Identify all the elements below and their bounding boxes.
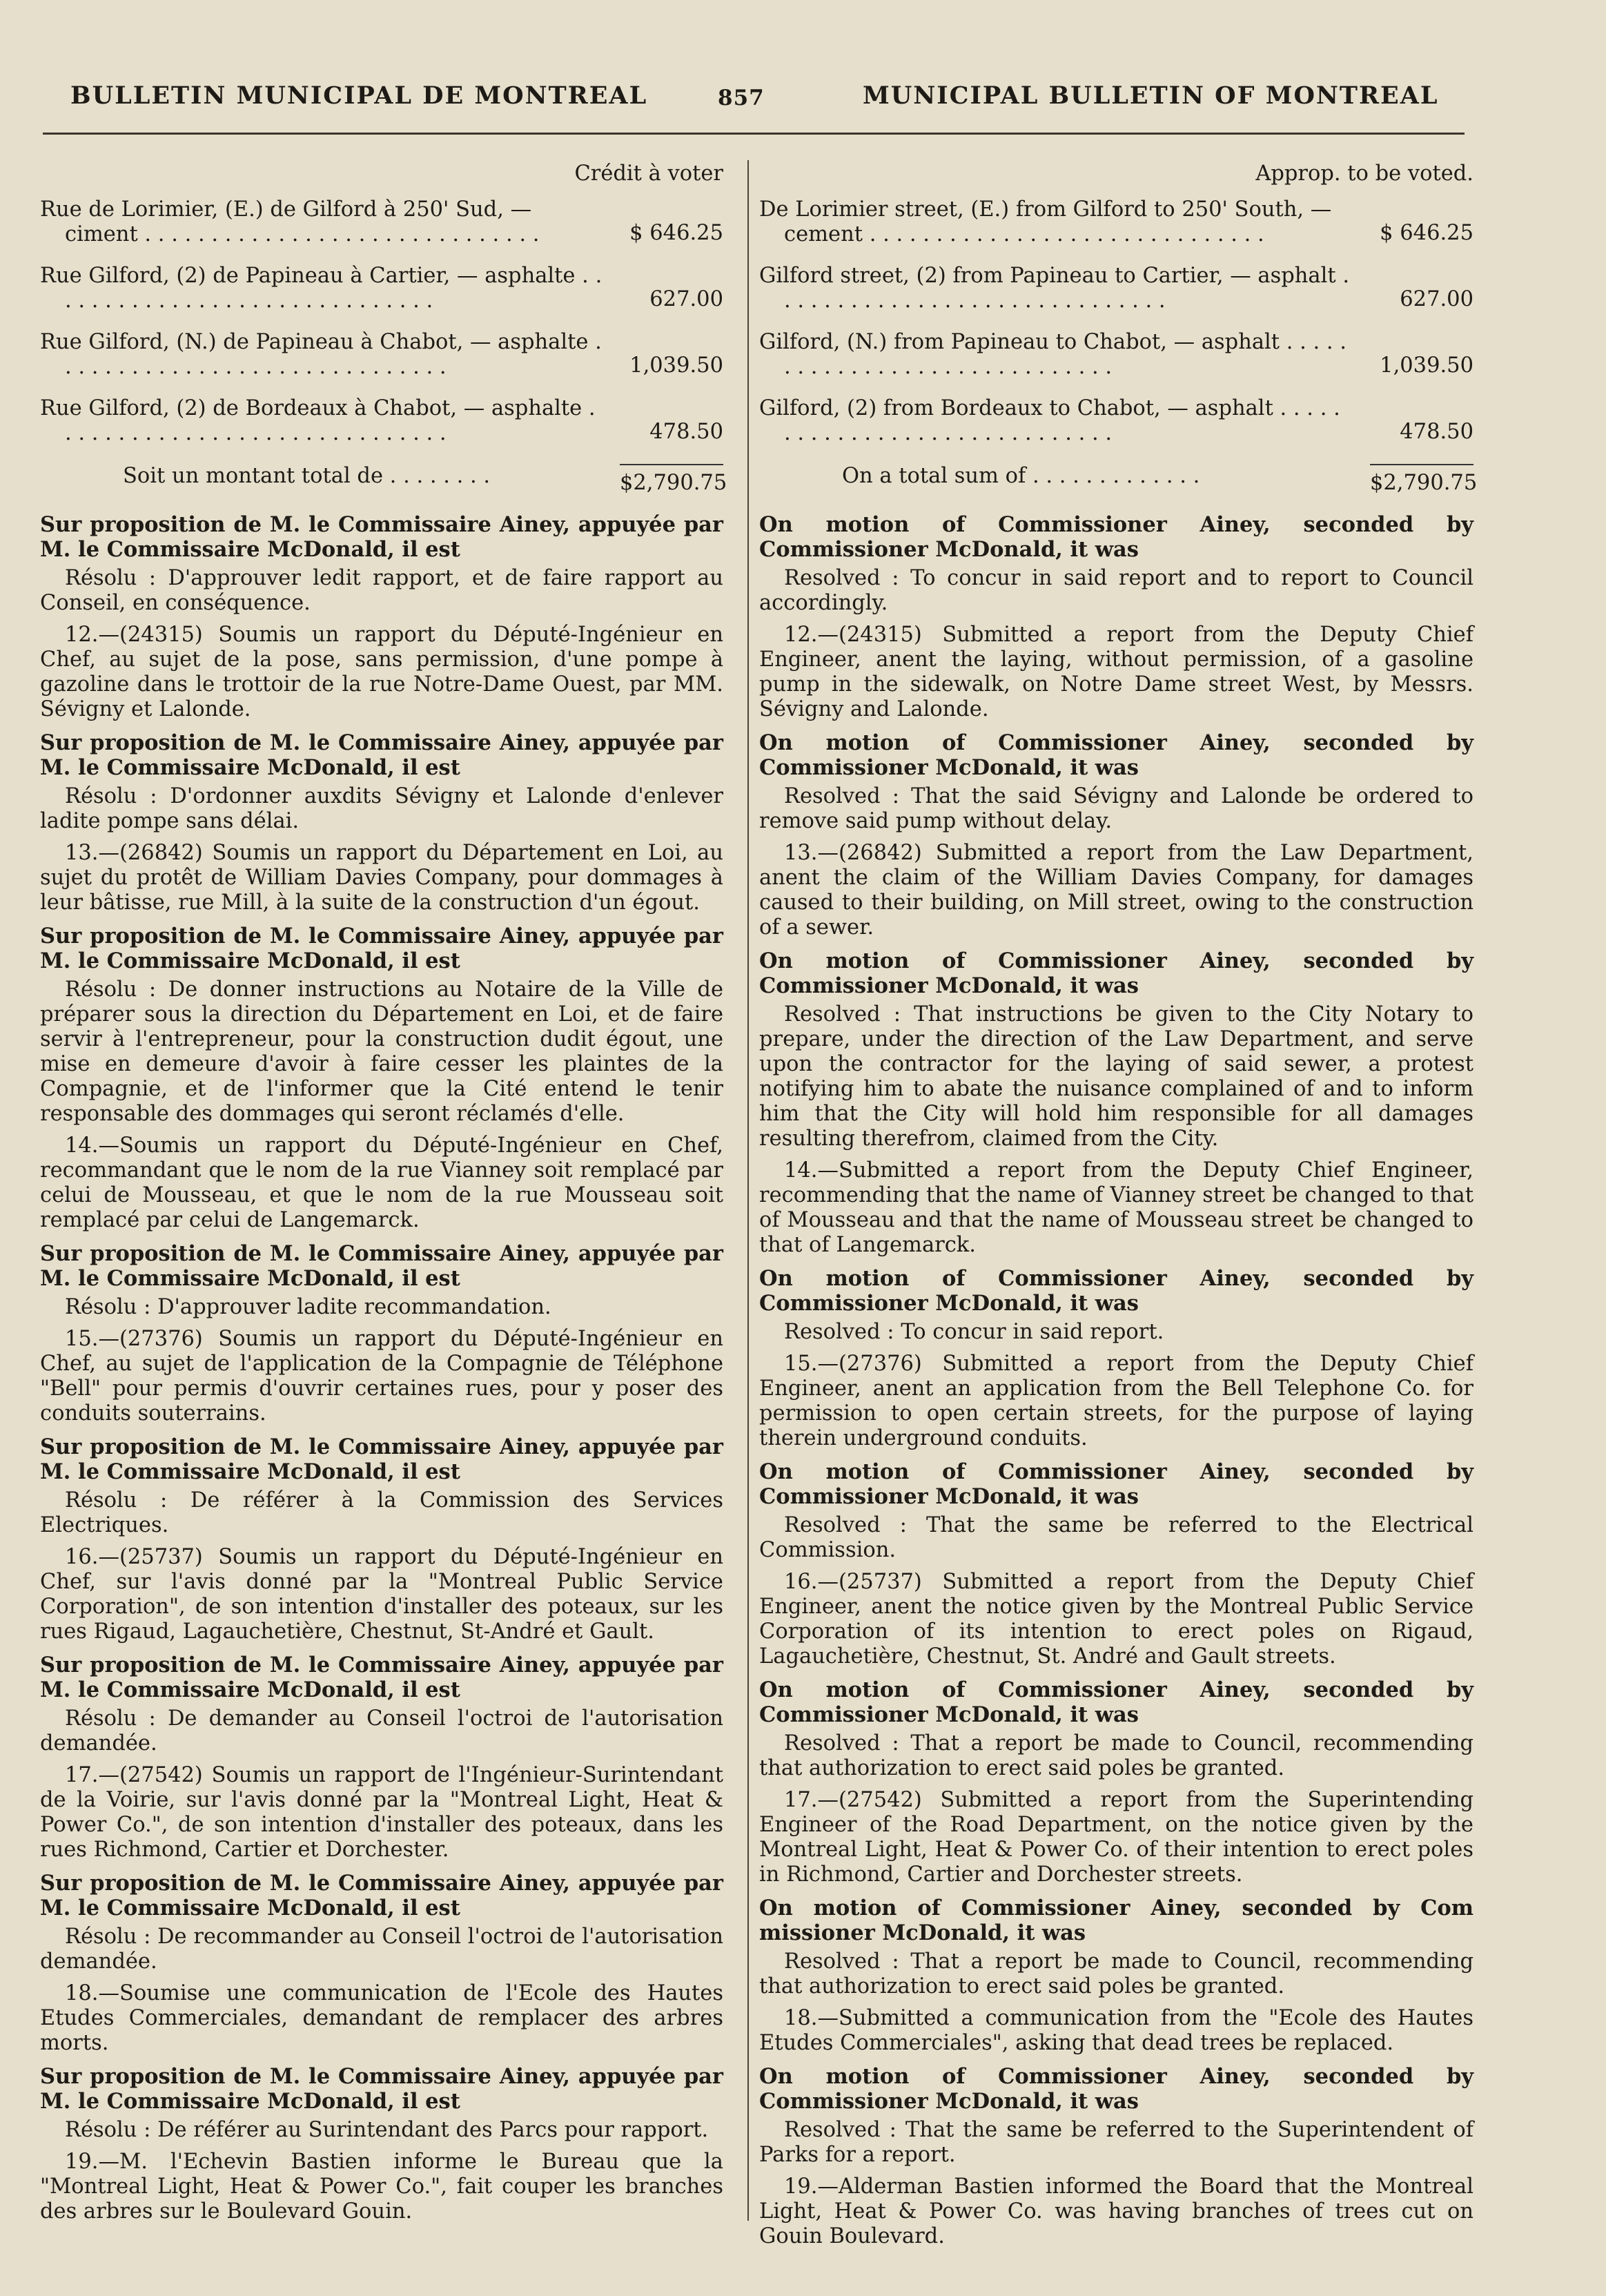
motion-paragraph: Sur proposition de M. le Commissaire Ainey, appuyée par M. le Commissaire McDonald, il est [40,1653,723,1702]
item-description: Rue de Lorimier, (E.) de Gilford à 250' Sud, — ciment . . . [40,197,603,247]
french-appropriation-item [40,330,723,380]
report-paragraph: 18.—Soumise une communication de l'Ecole des Hautes Etudes Commerciales, demandant de remplacer des arbres morts. [40,1981,723,2055]
resolution-paragraph: Résolu : De donner instructions au Notaire de la Ville de préparer sous la direction du Département en Loi, et de faire servir à l'entrepreneur, pour la construction dudit égout, une mise en demeure d'avoir à faire cesser les plaintes de la Compagnie, et de l'informer que la Cité entend le tenir responsable des dommages qui seront réclamés d'elle. [40,977,723,1126]
item-amount: 627.00 [649,287,723,311]
resolution-paragraph: Résolu : D'approuver ledit rapport, et de faire rapport au Conseil, en conséquence. [40,566,723,615]
page-number: 857 [718,86,765,110]
header-title-english: MUNICIPAL BULLETIN OF MONTREAL [863,81,1439,110]
motion-paragraph: Sur proposition de M. le Commissaire Ainey, appuyée par M. le Commissaire McDonald, il est [40,1241,723,1291]
item-description: Rue Gilford, (2) de Papineau à Cartier, — asphalte . . . [40,264,603,313]
english-appropriation-list [759,197,1473,446]
resolution-paragraph: Résolu : D'approuver ladite recommandation. [65,1295,551,1319]
item-amount: 478.50 [1400,420,1473,444]
english-total-row [759,464,1478,496]
report-paragraph: 13.—(26842) Soumis un rapport du Département en Loi, au sujet du protêt de William Davies Company, pour dommages à leur bâtisse, rue Mill, à la suite de la construction d'un égout. [40,841,723,915]
report-paragraph: 14.—Submitted a report from the Deputy Chief Engineer, recommending that the name of Vianney street be changed to that of Mousseau and that the name of Mousseau street be changed to that of Langemarck. [759,1158,1473,1257]
report-paragraph: 15.—(27376) Submitted a report from the Deputy Chief Engineer, anent an application from the Bell Telephone Co. for permission to open certain streets, for the purpose of laying therein underground conduits. [759,1352,1473,1450]
resolution-paragraph: Resolved : That a report be made to Council, recommending that authorization to erect said poles be granted. [759,1731,1473,1780]
french-total-label: Soit un montant total de . . . . . . . . [123,464,491,488]
resolution-paragraph: Resolved : To concur in said report. [784,1320,1164,1344]
resolution-paragraph: Résolu : De référer à la Commission des Services Electriques. [40,1488,723,1537]
report-paragraph: 17.—(27542) Soumis un rapport de l'Ingénieur-Surintendant de la Voirie, sur l'avis donné par la "Montreal Light, Heat & Power Co.", de son intention d'installer des poteaux, dans les rues Richmond, Cartier et Dorchester. [40,1763,723,1862]
resolution-paragraph: Resolved : That the said Sévigny and Lalonde be ordered to remove said pump without delay. [759,784,1473,833]
item-description: Rue Gilford, (N.) de Papineau à Chabot, — asphalte . . . [40,330,603,380]
motion-paragraph: Sur proposition de M. le Commissaire Ainey, appuyée par M. le Commissaire McDonald, il est [40,512,723,562]
french-total-value: $2,790.75 [620,464,723,496]
resolution-paragraph: Résolu : D'ordonner auxdits Sévigny et Lalonde d'enlever ladite pompe sans délai. [40,784,723,833]
english-appropriation-item [759,330,1473,380]
resolution-paragraph: Resolved : That instructions be given to the City Notary to prepare, under the direction of the Law Department, and serve upon the contractor for the laying of said sewer, a protest notifying him to abate the nuisance complained of and to inform him that the City will hold him responsible for all damages resulting therefrom, claimed from the City. [759,1002,1473,1151]
report-paragraph: 16.—(25737) Submitted a report from the Deputy Chief Engineer, anent the notice given by the Montreal Public Service Corporation of its intention to erect poles on Rigaud, Lagauchetière, Chestnut, St. André and Gault streets. [759,1570,1473,1669]
motion-paragraph: On motion of Commissioner Ainey, seconded by Com missioner McDonald, it was [759,1896,1473,1945]
resolution-paragraph: Résolu : De demander au Conseil l'octroi de l'autorisation demandée. [40,1706,723,1755]
resolution-paragraph: Resolved : That a report be made to Council, recommending that authorization to erect said poles be granted. [759,1949,1473,1998]
french-appropriation-item [40,197,723,247]
english-column [759,160,1478,2253]
report-paragraph: 12.—(24315) Submitted a report from the Deputy Chief Engineer, anent the laying, without permission, of a gasoline pump in the sidewalk, on Notre Dame street West, by Messrs. Sévigny and Lalonde. [759,623,1473,721]
item-description: De Lorimier street, (E.) from Gilford to 250' South, — cement . . . [759,197,1353,247]
report-paragraph: 19.—M. l'Echevin Bastien informe le Bureau que la "Montreal Light, Heat & Power Co.", fait couper les branches des arbres sur le Boulevard Gouin. [40,2150,723,2224]
item-amount: 627.00 [1400,287,1473,311]
french-column-heading: Crédit à voter [574,162,723,186]
item-description: Gilford, (N.) from Papineau to Chabot, — asphalt . . . [759,330,1353,380]
resolution-paragraph: Resolved : To concur in said report and to report to Council accordingly. [759,566,1473,615]
motion-paragraph: Sur proposition de M. le Commissaire Ainey, appuyée par M. le Commissaire McDonald, il est [40,924,723,973]
french-appropriation-item [40,264,723,313]
english-appropriation-item [759,197,1473,247]
report-paragraph: 13.—(26842) Submitted a report from the Law Department, anent the claim of the William Davies Company, for damages caused to their building, on Mill street, owing to the construction of a sewer. [759,841,1473,940]
french-column [40,160,727,2228]
item-amount: $ 646.25 [629,221,723,245]
motion-paragraph: On motion of Commissioner Ainey, seconded by Commissioner McDonald, it was [759,2064,1473,2114]
report-paragraph: 12.—(24315) Soumis un rapport du Député-Ingénieur en Chef, au sujet de la pose, sans permission, d'une pompe à gazoline dans le trottoir de la rue Notre-Dame Ouest, par MM. Sévigny et Lalonde. [40,623,723,721]
english-minutes [759,512,1473,2249]
header-title-french: BULLETIN MUNICIPAL DE MONTREAL [70,81,648,110]
motion-paragraph: On motion of Commissioner Ainey, seconded by Commissioner McDonald, it was [759,1266,1473,1316]
report-paragraph: 15.—(27376) Soumis un rapport du Député-Ingénieur en Chef, au sujet de l'application de la Compagnie de Téléphone "Bell" pour permis d'ouvrir certaines rues, pour y poser des conduits souterrains. [40,1327,723,1426]
resolution-paragraph: Resolved : That the same be referred to the Electrical Commission. [759,1513,1473,1562]
english-column-heading: Approp. to be voted. [1255,162,1473,186]
resolution-paragraph: Résolu : De recommander au Conseil l'octroi de l'autorisation demandée. [40,1925,723,1974]
report-paragraph: 16.—(25737) Soumis un rapport du Député-Ingénieur en Chef, sur l'avis donné par la "Montreal Public Service Corporation", de son intention d'installer des poteaux, sur les rues Rigaud, Lagauchetière, Chestnut, St-André et Gault. [40,1545,723,1644]
french-appropriation-item [40,396,723,446]
item-amount: 1,039.50 [629,353,723,378]
english-appropriation-item [759,396,1473,446]
motion-paragraph: Sur proposition de M. le Commissaire Ainey, appuyée par M. le Commissaire McDonald, il est [40,1871,723,1920]
header-rule [43,133,1465,135]
item-amount: 1,039.50 [1380,353,1473,378]
report-paragraph: 18.—Submitted a communication from the "Ecole des Hautes Etudes Commerciales", asking that dead trees be replaced. [759,2006,1473,2055]
item-amount: 478.50 [649,420,723,444]
french-appropriation-list [40,197,723,446]
column-divider [747,160,749,2221]
english-total-value: $2,790.75 [1370,464,1473,496]
motion-paragraph: On motion of Commissioner Ainey, seconded by Commissioner McDonald, it was [759,512,1473,562]
motion-paragraph: Sur proposition de M. le Commissaire Ainey, appuyée par M. le Commissaire McDonald, il est [40,730,723,780]
item-description: Gilford, (2) from Bordeaux to Chabot, — asphalt . . . [759,396,1353,446]
motion-paragraph: On motion of Commissioner Ainey, seconded by Commissioner McDonald, it was [759,1677,1473,1727]
report-paragraph: 14.—Soumis un rapport du Député-Ingénieur en Chef, recommandant que le nom de la rue Vianney soit remplacé par celui de Mousseau, et que le nom de la rue Mousseau soit remplacé par celui de Langemarck. [40,1134,723,1232]
french-minutes [40,512,723,2224]
motion-paragraph: On motion of Commissioner Ainey, seconded by Commissioner McDonald, it was [759,1459,1473,1509]
english-appropriation-item [759,264,1473,313]
english-total-label: On a total sum of . . . . . . . . . . . . . [842,464,1200,488]
motion-paragraph: Sur proposition de M. le Commissaire Ainey, appuyée par M. le Commissaire McDonald, il est [40,2064,723,2114]
motion-paragraph: On motion of Commissioner Ainey, seconded by Commissioner McDonald, it was [759,730,1473,780]
resolution-paragraph: Résolu : De référer au Surintendant des Parcs pour rapport. [65,2118,709,2142]
item-description: Rue Gilford, (2) de Bordeaux à Chabot, — asphalte . . . [40,396,603,446]
resolution-paragraph: Resolved : That the same be referred to the Superintendent of Parks for a report. [759,2118,1473,2167]
item-description: Gilford street, (2) from Papineau to Cartier, — asphalt . . . [759,264,1353,313]
report-paragraph: 17.—(27542) Submitted a report from the Superintending Engineer of the Road Department, on the notice given by the Montreal Light, Heat & Power Co. of their intention to erect poles in Richmond, Cartier and Dorchester streets. [759,1788,1473,1887]
french-total-row [40,464,727,496]
motion-paragraph: Sur proposition de M. le Commissaire Ainey, appuyée par M. le Commissaire McDonald, il est [40,1434,723,1484]
motion-paragraph: On motion of Commissioner Ainey, seconded by Commissioner McDonald, it was [759,948,1473,998]
report-paragraph: 19.—Alderman Bastien informed the Board that the Montreal Light, Heat & Power Co. was having branches of trees cut on Gouin Boulevard. [759,2175,1473,2248]
item-amount: $ 646.25 [1380,221,1473,245]
